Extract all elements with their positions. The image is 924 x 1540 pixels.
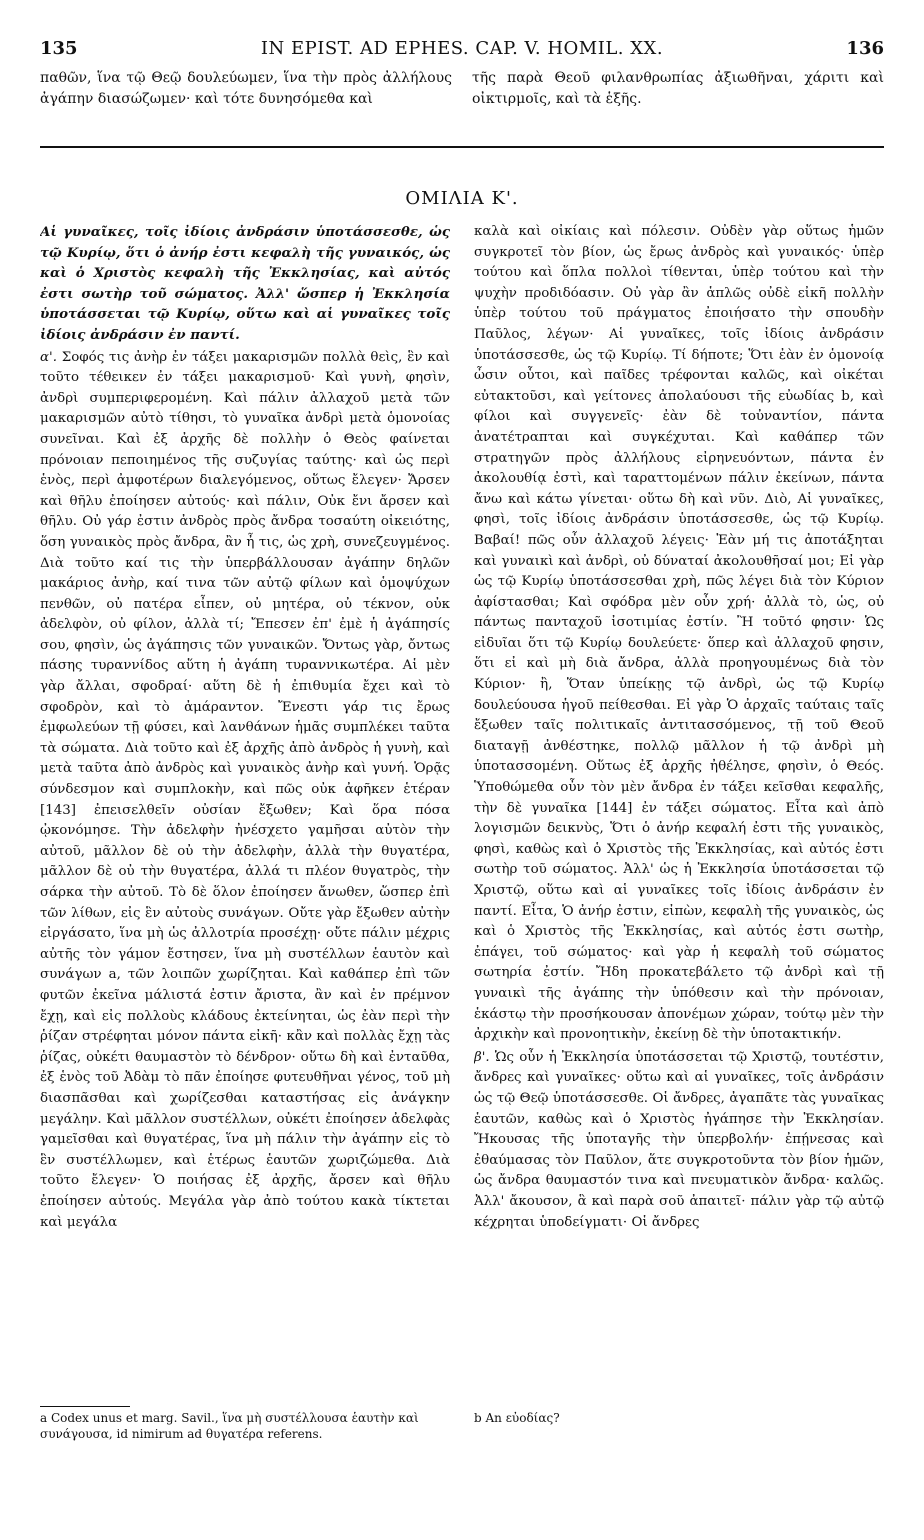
right-column: [474, 222, 884, 1402]
continuation-left: παθῶν, ἵνα τῷ Θεῷ δουλεύωμεν, ἵνα τὴν πρὸς ἀλλήλους ἀγάπην διασώζωμεν· καὶ τότε δυνησόμεθα καὶ: [40, 70, 452, 107]
continuation-right: τῆς παρὰ Θεοῦ φιλανθρωπίας ἀξιωθῆναι, χάριτι καὶ οἰκτιρμοῖς, καὶ τὰ ἑξῆς.: [472, 70, 884, 107]
continuation-block: [40, 68, 884, 116]
section-divider: [40, 146, 884, 148]
footnote-rule: [40, 1406, 130, 1407]
paragraph-right-1: καλὰ καὶ οἰκίαις καὶ πόλεσιν. Οὐδὲν γὰρ οὕτως ἡμῶν συγκροτεῖ τὸν βίον, ὡς ἔρως ἀνδρὸς καὶ γυναικός· ὑπὲρ τούτου καὶ ὅπλα πολλοὶ τίθενται, ὑπὲρ τούτου καὶ τὴν ψυχὴν προδιδόασιν. Οὐ γὰρ ἂν ἁπλῶς οὐδὲ εἰκῆ πολλὴν ὑπὲρ τούτου τοῦ πράγματος ἐποιήσατο τὴν σπουδὴν Παῦλος, λέγων· Αἱ γυναῖκες, τοῖς ἰδίοις ἀνδράσιν ὑποτάσσεσθε, ὡς τῷ Κυρίῳ. Τί δήποτε; Ὅτι ἐὰν ἐν ὁμονοίᾳ ὦσιν οὗτοι, καὶ παῖδες τρέφονται καλῶς, καὶ οἰκέται εὐτακτοῦσι, καὶ γείτονες ἀπολαύουσι τῆς εὐωδίας b, καὶ φίλοι καὶ συγγενεῖς· ἐὰν δὲ τοὐναντίον, πάντα ἀνατέτραπται καὶ συγκέχυται. Καὶ καθάπερ τῶν στρατηγῶν πρὸς ἀλλήλους εἰρηνευόντων, πάντα ἐν ἀκολουθίᾳ ἐστὶ, καὶ ταραττομένων πάλιν ἐκείνων, πάντα ἄνω καὶ κάτω γίνεται· οὕτω δὴ καὶ νῦν. Διὸ, Αἱ γυναῖκες, φησὶ, τοῖς ἰδίοις ἀνδράσιν ὑποτάσσεσθε, ὡς τῷ Κυρίῳ. Βαβαί! πῶς οὖν ἀλλαχοῦ λέγεις· Ἐὰν μή τις ἀποτάξηται καὶ γυναικὶ καὶ ἀνδρὶ, οὐ δύναταί ἀκολουθῆσαί μοι; Εἰ γὰρ ὡς τῷ Κυρίῳ ὑποτάσσεσθαι χρὴ, πῶς λέγει διὰ τὸν Κύριον ἀφίστασθαι; Καὶ σφόδρα μὲν οὖν χρή· ἀλλὰ τὸ, ὡς, οὐ πάντως πανταχοῦ ἰσοτιμίας ἐστίν. Ἢ τοῦτό φησιν· Ὡς εἰδυῖαι ὅτι τῷ Κυρίῳ δουλεύετε· ὅπερ καὶ ἀλλαχοῦ φησιν, ὅτι εἰ καὶ μὴ διὰ ἄνδρα, ἀλλὰ προηγουμένως διὰ τὸν Κύριον· ἢ, Ὅταν ὑπείκῃς τῷ ἀνδρὶ, ὡς τῷ Κυρίῳ δουλεύουσα ἡγοῦ πείθεσθαι. Εἰ γὰρ Ὁ ἀρχαῖς ταύταις ταῖς ἔξωθεν ταῖς πολιτικαῖς ἀντιτασσόμενος, τῇ τοῦ Θεοῦ διαταγῇ ἀνθέστηκε, πολλῷ μᾶλλον ἡ τῷ ἀνδρὶ μὴ ὑποτασσομένη. Οὕτως ἐξ ἀρχῆς ἠθέλησε, φησὶν, ὁ Θεός. Ὑποθώμεθα οὖν τὸν μὲν ἄνδρα ἐν τάξει κεῖσθαι κεφαλῆς, τὴν δὲ γυναῖκα [144] ἐν τάξει σώματος. Εἶτα καὶ ἀπὸ λογισμῶν δεικνὺς, Ὅτι ὁ ἀνήρ κεφαλή ἐστι τῆς γυναικὸς, φησὶ, καθὼς καὶ ὁ Χριστὸς τῆς Ἐκκλησίας, καὶ αὐτός ἐστι σωτὴρ τοῦ σώματος. Ἀλλ' ὡς ἡ Ἐκκλησία ὑποτάσσεται τῷ Χριστῷ, οὕτω καὶ αἱ γυναῖκες τοῖς ἰδίοις ἀνδράσιν ἐν παντί. Εἶτα, Ὁ ἀνήρ ἐστιν, εἰπὼν, κεφαλὴ τῆς γυναικὸς, ὡς καὶ ὁ Χριστὸς τῆς Ἐκκλησίας, καὶ αὐτός ἐστι σωτὴρ, ἐπάγει, τοῦ σώματος· καὶ γὰρ ἡ κεφαλὴ τοῦ σώματος σωτηρία ἐστίν. Ἤδη προκατεβάλετο τῷ ἀνδρὶ καὶ τῇ γυναικὶ τῆς ἀγάπης τὴν ὑπόθεσιν καὶ τὴν πρόνοιαν, ἑκάστῳ τὴν προσήκουσαν ἀπονέμων χώραν, τούτῳ μὲν τὴν ἀρχικὴν καὶ προνοητικὴν, ἐκείνῃ δὲ τὴν ὑποτακτικήν.: [474, 224, 884, 1043]
paragraph-1: [40, 348, 450, 1234]
running-title: IN EPIST. AD EPHES. CAP. V. HOMIL. XX.: [260, 38, 664, 59]
paragraph-right-2: [474, 1048, 884, 1233]
section-marker-1: α'.: [40, 349, 57, 365]
footnote-b-text: b An εὐοδίας?: [474, 1411, 560, 1425]
footnote-a-text: a Codex unus et marg. Savil., ἵνα μὴ συστέλλουσα ἑαυτὴν καὶ συνάγουσα, id nimirum ad θυγατέρα referens.: [40, 1411, 419, 1441]
page-header: [40, 38, 884, 64]
footnote-a: [40, 1410, 450, 1442]
footnote-b: [474, 1410, 884, 1426]
section-marker-2: β'.: [474, 1049, 490, 1065]
footnotes: [40, 1410, 884, 1450]
page-number-left: 135: [40, 38, 78, 59]
homily-title: ΟΜΙΛΙΑ Κ'.: [405, 188, 519, 209]
page-number-right: 136: [846, 38, 884, 59]
paragraph-right-2-text: Ὡς οὖν ἡ Ἐκκλησία ὑποτάσσεται τῷ Χριστῷ, τουτέστιν, ἄνδρες καὶ γυναῖκες· οὕτω καὶ αἱ γυναῖκες, τοῖς ἀνδράσιν ὡς τῷ Θεῷ ὑποτάσσεσθε. Οἱ ἄνδρες, ἀγαπᾶτε τὰς γυναῖκας ἑαυτῶν, καθὼς καὶ ὁ Χριστὸς ἠγάπησε τὴν Ἐκκλησίαν. Ἤκουσας τῆς ὑποταγῆς τὴν ὑπερβολήν· ἐπῄνεσας καὶ ἐθαύμασας τὸν Παῦλον, ἅτε συγκροτοῦντα τὸν βίον ἡμῶν, ὡς ἄνδρα θαυμαστόν τινα καὶ πνευματικὸν ἄνδρα· καλῶς. Ἀλλ' ἄκουσον, ἃ καὶ παρὰ σοῦ ἀπαιτεῖ· πάλιν γὰρ τῷ αὐτῷ κέχρηται ὑποδείγματι· Οἱ ἄνδρες: [474, 1049, 884, 1230]
paragraph-1-text: Σοφός τις ἀνὴρ ἐν τάξει μακαρισμῶν πολλὰ θεὶς, ἓν καὶ τοῦτο τέθεικεν ἐν τάξει μακαρισμοῦ· Καὶ γυνὴ, φησὶν, ἀνδρὶ συμπεριφερομένη. Καὶ πάλιν ἀλλαχοῦ μετὰ τῶν μακαρισμῶν αὐτὸ τίθησι, τὸ γυναῖκα ἀνδρὶ μετὰ ὁμονοίας συνεῖναι. Καὶ ἐξ ἀρχῆς δὲ πολλὴν ὁ Θεὸς φαίνεται πρόνοιαν πεποιημένος τῆς συζυγίας ταύτης· καὶ ὡς περὶ ἑνὸς, περὶ ἀμφοτέρων διαλεγόμενος, οὕτως ἔλεγεν· Ἄρσεν καὶ θῆλυ ἐποίησεν αὐτούς· καὶ πάλιν, Οὐκ ἔνι ἄρσεν καὶ θῆλυ. Οὐ γάρ ἐστιν ἀνδρὸς πρὸς ἄνδρα τοσαύτη οἰκειότης, ὅση γυναικὸς πρὸς ἄνδρα, ἂν ἦ τις, ὡς χρὴ, συνεζευγμένος. Διὰ τοῦτο καί τις τὴν ὑπερβάλλουσαν ἀγάπην δηλῶν μακάριος ἀνὴρ, καί τινα τῶν αὐτῷ φίλων καὶ ὁμοψύχων πενθῶν, οὐ πατέρα εἶπεν, οὐ μητέρα, οὐ τέκνον, οὐκ ἀδελφὸν, οὐ φίλον, ἀλλὰ τί; Ἔπεσεν ἐπ' ἐμὲ ἡ ἀγάπησίς σου, φησὶν, ὡς ἀγάπησις τῶν γυναικῶν. Ὄντως γὰρ, ὄντως πάσης τυραννίδος αὕτη ἡ ἀγάπη τυραννικωτέρα. Αἱ μὲν γὰρ ἄλλαι, σφοδραί· αὕτη δὲ ἡ ἐπιθυμία ἔχει καὶ τὸ σφοδρὸν, καὶ τὸ ἀμάραντον. Ἔνεστι γάρ τις ἔρως ἐμφωλεύων τῇ φύσει, καὶ λανθάνων ἡμᾶς συμπλέκει ταῦτα τὰ σώματα. Διὰ τοῦτο καὶ ἐξ ἀρχῆς ἀπὸ ἀνδρὸς ἡ γυνὴ, καὶ μετὰ ταῦτα ἀπὸ ἀνδρὸς καὶ γυναικὸς ἀνὴρ καὶ γυνή. Ὁρᾷς σύνδεσμον καὶ συμπλοκὴν, καὶ πῶς οὐκ ἀφῆκεν ἑτέραν [143] ἐπεισελθεῖν οὐσίαν ἔξωθεν; Καὶ ὅρα πόσα ᾠκονόμησε. Τὴν ἀδελφὴν ἠνέσχετο γαμῆσαι αὐτὸν τὴν αὐτοῦ, μᾶλλον δὲ οὐ τὴν ἀδελφὴν, ἀλλὰ τὴν θυγατέρα, μᾶλλον δὲ οὐ τὴν θυγατέρα, ἀλλά τι πλέον θυγατρὸς, τὴν σάρκα τὴν αὐτοῦ. Τὸ δὲ ὅλον ἐποίησεν ἄνωθεν, ὥσπερ ἐπὶ τῶν λίθων, εἰς ἓν αὐτοὺς συνάγων. Οὔτε γὰρ ἔξωθεν αὐτὴν εἰργάσατο, ἵνα μὴ ὡς ἀλλοτρία προσέχῃ· οὔτε πάλιν μέχρις αὐτῆς τὸν γάμον ἔστησεν, ἵνα μὴ συστέλλων ἑαυτὸν καὶ συνάγων a, τῶν λοιπῶν χωρίζηται. Καὶ καθάπερ ἐπὶ τῶν φυτῶν ἐκεῖνα μάλιστά ἐστιν ἄριστα, ἂν καὶ ἐν πρέμνον ἔχῃ, καὶ εἰς πολλοὺς κλάδους ἐκτείνηται, ὡς ἐὰν περὶ τὴν ῥίζαν στρέφηται μόνον πάντα εἰκῆ· κἂν καὶ πολλὰς ἔχῃ τὰς ῥίζας, οὐκέτι θαυμαστὸν τὸ δένδρον· οὕτω δὴ καὶ ἐνταῦθα, ἐξ ἑνὸς τοῦ Ἀδὰμ τὸ πᾶν ἐποίησε φυτευθῆναι γένος, τοῦ μὴ διασπᾶσθαι καὶ χωρίζεσθαι καταστήσας εἰς ἀνάγκην μεγάλην. Καὶ μᾶλλον συστέλλων, οὐκέτι ἐποίησεν ἀδελφὰς γαμεῖσθαι καὶ θυγατέρας, ἵνα μὴ πάλιν τὴν ἀγάπην εἰς τὸ ἓν συστέλλωμεν, καὶ ἑτέρως ἑαυτῶν χωριζώμεθα. Διὰ τοῦτο ἔλεγεν· Ὁ ποιήσας ἐξ ἀρχῆς, ἄρσεν καὶ θῆλυ ἐποίησεν αὐτούς. Μεγάλα γὰρ ἀπὸ τούτου κακὰ τίκτεται καὶ μεγάλα: [40, 349, 450, 1230]
scripture-lemma: Αἱ γυναῖκες, τοῖς ἰδίοις ἀνδράσιν ὑποτάσσεσθε, ὡς τῷ Κυρίῳ, ὅτι ὁ ἀνήρ ἐστι κεφαλὴ τῆς γυναικός, ὡς καὶ ὁ Χριστὸς κεφαλὴ τῆς Ἐκκλησίας, καὶ αὐτός ἐστι σωτὴρ τοῦ σώματος. Ἀλλ' ὥσπερ ἡ Ἐκκλησία ὑποτάσσεται τῷ Κυρίῳ, οὕτω καὶ αἱ γυναῖκες τοῖς ἰδίοις ἀνδράσιν ἐν παντί.: [40, 224, 450, 343]
left-column: [40, 222, 450, 1402]
